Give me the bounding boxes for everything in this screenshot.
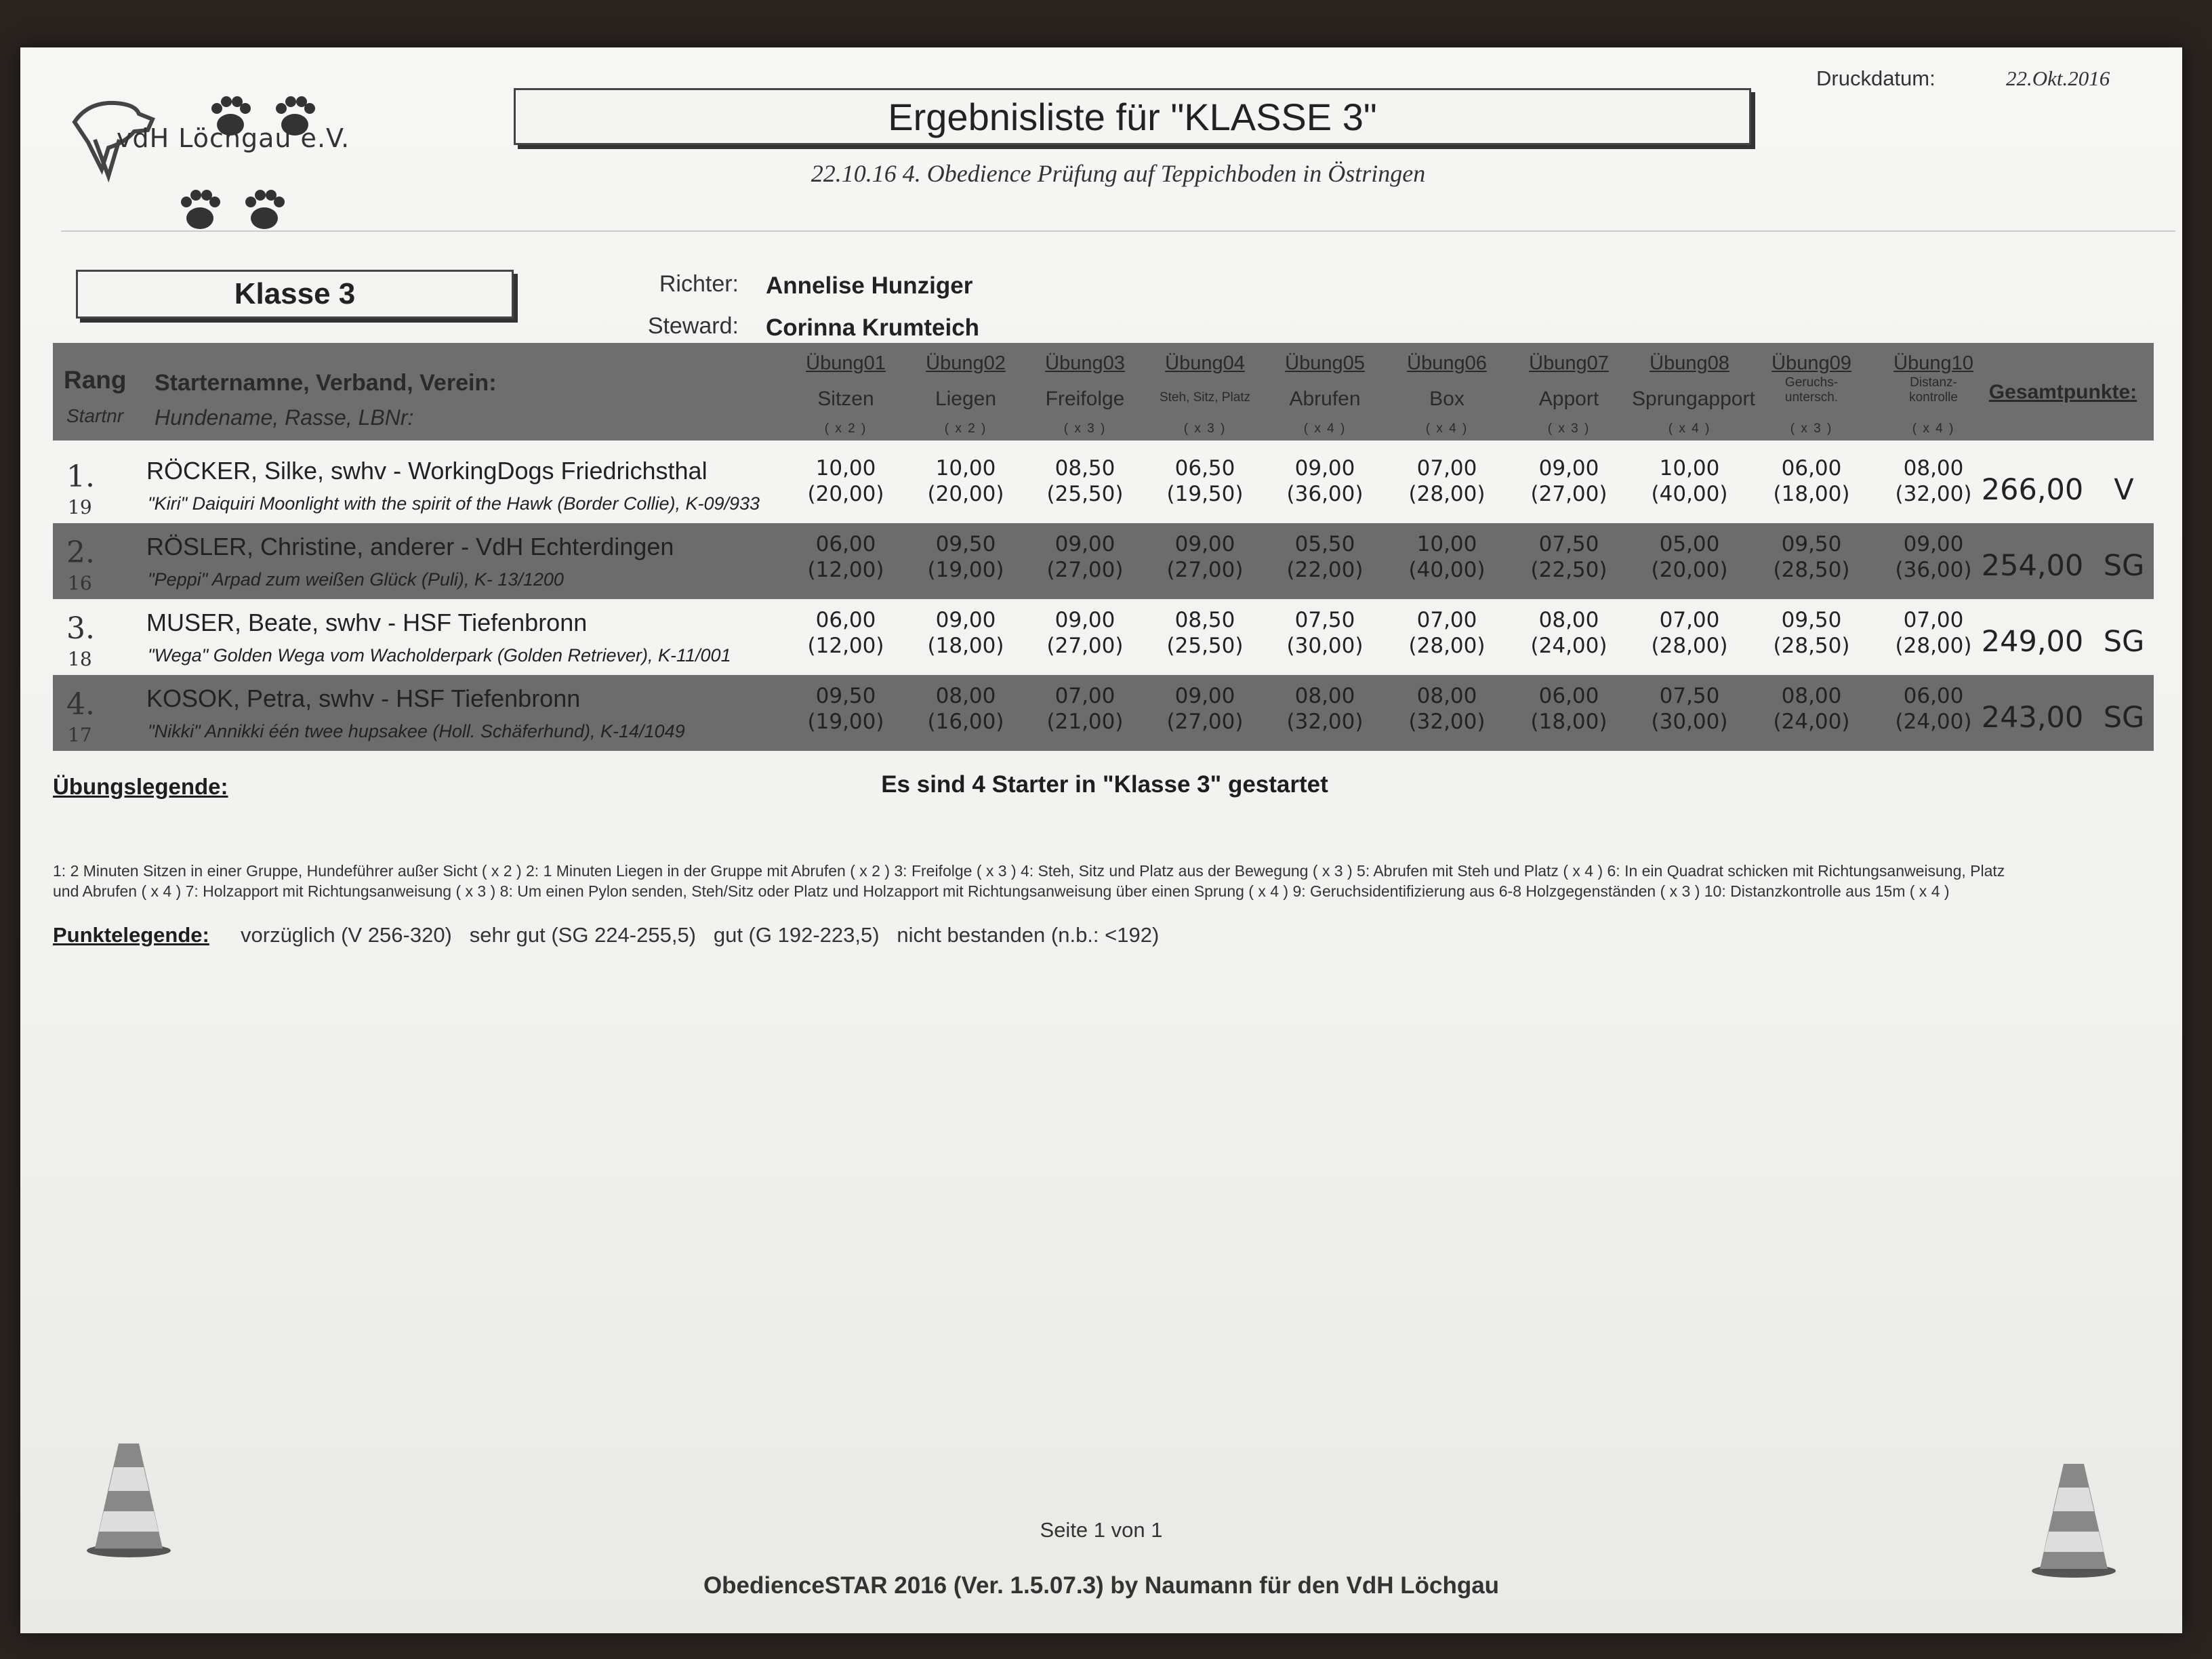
exercise-score: 07,50 — [1659, 684, 1720, 708]
exercise-legend-text — [53, 861, 2154, 901]
exercise-score-cell — [1511, 531, 1626, 583]
software-credit: ObedienceSTAR 2016 (Ver. 1.5.07.3) by Naumann für den VdH Löchgau — [703, 1572, 1500, 1599]
exercise-score: 07,00 — [1416, 456, 1477, 480]
weighted-score: (27,00) — [1166, 710, 1244, 734]
exercise-id-header: Übung06 — [1407, 352, 1487, 374]
exercise-score: 09,00 — [1903, 532, 1964, 556]
exercise-score: 06,00 — [815, 532, 876, 556]
weighted-score: (18,00) — [1530, 710, 1607, 734]
class-label: Klasse 3 — [76, 270, 514, 319]
exercise-legend-line-2: und Abrufen ( x 4 ) 7: Holzapport mit Richtungsanweisung ( x 3 ) 8: Um einen Pylon senden, Steh/Sitz oder Platz und Holzapport mit Richtungsanweisung über einen Sprung ( x 4 ) 9: Geruchsidentifizierung aus 6-8 Holzgegenständen ( x 3 ) 10: Distanzkontrolle aus 15m ( x 4 ) — [53, 882, 1950, 900]
weighted-score: (24,00) — [1530, 634, 1607, 658]
exercise-name-header: Liegen — [935, 388, 997, 410]
weighted-score: (19,00) — [807, 710, 884, 734]
weighted-score: (27,00) — [1166, 558, 1244, 582]
weighted-score: (32,00) — [1286, 710, 1364, 734]
weighted-score: (22,00) — [1286, 558, 1364, 582]
weighted-score: (18,00) — [1773, 482, 1850, 506]
weighted-score: (27,00) — [1046, 558, 1124, 582]
starter-name: MUSER, Beate, swhv - HSF Tiefenbronn — [146, 609, 588, 636]
grade: SG — [2103, 549, 2145, 583]
total-points: 249,00 — [1981, 625, 2084, 659]
weighted-score: (20,00) — [807, 482, 884, 506]
exercise-score: 08,00 — [1903, 456, 1964, 480]
total-header: Gesamtpunkte: — [1988, 381, 2137, 403]
exercise-score-cell — [1027, 531, 1143, 583]
total-points: 266,00 — [1981, 473, 2084, 507]
exercise-score: 08,00 — [1416, 684, 1477, 708]
exercise-score: 07,50 — [1294, 608, 1355, 632]
page-number: Seite 1 von 1 — [1040, 1518, 1163, 1542]
weighted-score: (12,00) — [807, 558, 884, 582]
exercise-name-header: Steh, Sitz, Platz — [1159, 390, 1251, 405]
exercise-score-cell — [788, 683, 903, 735]
dog-name: "Peppi" Arpad zum weißen Glück (Puli), K- 13/1200 — [148, 569, 564, 590]
exercise-id-header: Übung07 — [1529, 352, 1609, 374]
exercise-name-header: Geruchs- untersch. — [1784, 375, 1839, 405]
exercise-score-cell — [908, 455, 1023, 507]
exercise-name-header: Abrufen — [1289, 388, 1361, 410]
exercise-name-header: Sitzen — [817, 388, 874, 410]
exercise-score: 08,00 — [935, 684, 996, 708]
starters-count-text: Es sind 4 Starter in "Klasse 3" gestartet — [881, 771, 1328, 798]
exercise-name-header: Sprungapport — [1632, 388, 1755, 410]
exercise-name-header: Distanz- kontrolle — [1909, 375, 1958, 405]
weighted-score: (25,50) — [1046, 482, 1124, 506]
exercise-score-cell — [908, 531, 1023, 583]
exercise-score-cell — [788, 531, 903, 583]
exercise-id-header: Übung09 — [1771, 352, 1851, 374]
exercise-score-cell — [1511, 455, 1626, 507]
exercise-score-cell — [1876, 607, 1991, 659]
exercise-score-cell — [1754, 607, 1869, 659]
exercise-score-cell — [1632, 455, 1747, 507]
rank: 3. — [66, 611, 95, 646]
exercise-score-cell — [1389, 683, 1504, 735]
exercise-score-cell — [1147, 607, 1263, 659]
divider — [61, 230, 2175, 232]
exercise-score: 09,00 — [1054, 608, 1115, 632]
weighted-score: (25,50) — [1166, 634, 1244, 658]
weighted-score: (27,00) — [1530, 482, 1607, 506]
weighted-score: (40,00) — [1651, 482, 1728, 506]
weighted-score: (30,00) — [1651, 710, 1728, 734]
rank: 4. — [66, 687, 95, 722]
exercise-name-header: Box — [1429, 388, 1465, 410]
exercise-score-cell — [1754, 683, 1869, 735]
exercise-score-cell — [1027, 683, 1143, 735]
weighted-score: (28,00) — [1408, 634, 1486, 658]
exercise-score-cell — [1876, 683, 1991, 735]
grade: SG — [2103, 701, 2145, 735]
exercise-multiplier-header: ( x 4 ) — [1668, 422, 1711, 436]
table-header — [53, 343, 2154, 441]
exercise-id-header: Übung05 — [1285, 352, 1365, 374]
steward-name: Corinna Krumteich — [766, 314, 980, 341]
exercise-score-cell — [1267, 607, 1382, 659]
exercise-score-cell — [1147, 455, 1263, 507]
exercise-score-cell — [1632, 683, 1747, 735]
logo-text: vdH Löchgau e.V. — [117, 123, 350, 153]
starter-name: KOSOK, Petra, swhv - HSF Tiefenbronn — [146, 684, 581, 712]
weighted-score: (40,00) — [1408, 558, 1486, 582]
exercise-score-cell — [1389, 607, 1504, 659]
exercise-score: 09,00 — [1294, 456, 1355, 480]
exercise-id-header: Übung03 — [1045, 352, 1125, 374]
start-number: 17 — [68, 724, 92, 746]
exercise-score-cell — [1632, 607, 1747, 659]
exercise-score: 07,00 — [1903, 608, 1964, 632]
weighted-score: (20,00) — [1651, 558, 1728, 582]
rank: 2. — [66, 535, 95, 570]
exercise-score: 06,00 — [1538, 684, 1599, 708]
exercise-score-cell — [1389, 531, 1504, 583]
exercise-id-header: Übung08 — [1650, 352, 1729, 374]
exercise-score: 09,00 — [935, 608, 996, 632]
dog-header: Hundename, Rasse, LBNr: — [155, 405, 414, 430]
exercise-score-cell — [1876, 531, 1991, 583]
exercise-score: 09,00 — [1538, 456, 1599, 480]
judge-name: Annelise Hunziger — [766, 272, 973, 299]
start-number: 18 — [68, 648, 92, 670]
dog-name: "Nikki" Annikki één twee hupsakee (Holl. Schäferhund), K-14/1049 — [148, 721, 685, 741]
exercise-id-header: Übung10 — [1893, 352, 1973, 374]
exercise-score: 06,00 — [1781, 456, 1842, 480]
exercise-score: 07,00 — [1416, 608, 1477, 632]
exercise-score-cell — [1632, 531, 1747, 583]
exercise-score: 10,00 — [1416, 532, 1477, 556]
points-legend-label: Punktelegende: — [53, 923, 209, 947]
weighted-score: (36,00) — [1286, 482, 1364, 506]
startnr-header: Startnr — [66, 405, 124, 426]
rank-header: Rang — [64, 366, 127, 394]
weighted-score: (28,00) — [1895, 634, 1972, 658]
exercise-score: 09,50 — [1781, 608, 1842, 632]
rank: 1. — [66, 459, 95, 494]
exercise-score-cell — [1876, 455, 1991, 507]
weighted-score: (27,00) — [1046, 634, 1124, 658]
exercise-score: 05,00 — [1659, 532, 1720, 556]
exercise-score: 09,00 — [1054, 532, 1115, 556]
event-subtitle: 22.10.16 4. Obedience Prüfung auf Teppichboden in Östringen — [811, 160, 1426, 187]
weighted-score: (28,50) — [1773, 634, 1850, 658]
exercise-score: 09,50 — [815, 684, 876, 708]
exercise-multiplier-header: ( x 4 ) — [1303, 422, 1347, 436]
table-row — [53, 523, 2154, 599]
weighted-score: (36,00) — [1895, 558, 1972, 582]
vdh-logo-icon — [61, 75, 346, 251]
exercise-score: 09,00 — [1174, 684, 1235, 708]
weighted-score: (32,00) — [1895, 482, 1972, 506]
exercise-multiplier-header: ( x 2 ) — [944, 422, 987, 436]
weighted-score: (22,50) — [1530, 558, 1607, 582]
exercise-score: 07,00 — [1054, 684, 1115, 708]
exercise-score-cell — [1027, 607, 1143, 659]
exercise-multiplier-header: ( x 4 ) — [1912, 422, 1955, 436]
exercise-score-cell — [1511, 683, 1626, 735]
weighted-score: (19,00) — [927, 558, 1004, 582]
exercise-score-cell — [1147, 683, 1263, 735]
name-header: Starternamne, Verband, Verein: — [155, 370, 497, 396]
weighted-score: (28,50) — [1773, 558, 1850, 582]
exercise-name-header: Apport — [1538, 388, 1599, 410]
exercise-score-cell — [908, 607, 1023, 659]
exercise-multiplier-header: ( x 4 ) — [1425, 422, 1469, 436]
starter-name: RÖSLER, Christine, anderer - VdH Echterdingen — [146, 533, 674, 560]
weighted-score: (28,00) — [1408, 482, 1486, 506]
exercise-score-cell — [908, 683, 1023, 735]
start-number: 16 — [68, 572, 92, 594]
exercise-id-header: Übung01 — [806, 352, 886, 374]
exercise-score-cell — [1389, 455, 1504, 507]
table-row — [53, 447, 2154, 523]
exercise-score: 10,00 — [935, 456, 996, 480]
weighted-score: (21,00) — [1046, 710, 1124, 734]
points-legend-text: vorzüglich (V 256-320) sehr gut (SG 224-255,5) gut (G 192-223,5) nicht bestanden (n.b.: <192) — [241, 923, 1160, 947]
exercise-score: 07,50 — [1538, 532, 1599, 556]
total-points: 243,00 — [1981, 701, 2084, 735]
weighted-score: (32,00) — [1408, 710, 1486, 734]
total-points: 254,00 — [1981, 549, 2084, 583]
exercise-score: 07,00 — [1659, 608, 1720, 632]
steward-label: Steward: — [647, 313, 739, 339]
print-date-label: Druckdatum: — [1816, 66, 1936, 90]
exercise-multiplier-header: ( x 3 ) — [1547, 422, 1591, 436]
table-row — [53, 599, 2154, 675]
exercise-score: 06,50 — [1174, 456, 1235, 480]
exercise-score: 08,00 — [1294, 684, 1355, 708]
exercise-score-cell — [788, 607, 903, 659]
exercise-id-header: Übung04 — [1165, 352, 1245, 374]
exercise-score-cell — [1754, 455, 1869, 507]
exercise-score: 10,00 — [815, 456, 876, 480]
exercise-score-cell — [1754, 531, 1869, 583]
exercise-score: 08,50 — [1054, 456, 1115, 480]
exercise-legend-line-1: 1: 2 Minuten Sitzen in einer Gruppe, Hundeführer außer Sicht ( x 2 ) 2: 1 Minuten Liegen in der Gruppe mit Abrufen ( x 2 ) 3: Freifolge ( x 3 ) 4: Steh, Sitz und Platz aus der Bewegung ( x 3 ) 5: Abrufen mit Steh und Platz ( x 4 ) 6: In ein Quadrat schicken mit Richtungsanweisung, Platz — [53, 862, 2005, 880]
exercise-score: 09,50 — [1781, 532, 1842, 556]
exercise-id-header: Übung02 — [926, 352, 1006, 374]
exercise-score: 05,50 — [1294, 532, 1355, 556]
start-number: 19 — [68, 496, 92, 518]
exercise-score: 08,50 — [1174, 608, 1235, 632]
weighted-score: (28,00) — [1651, 634, 1728, 658]
exercise-score-cell — [1027, 455, 1143, 507]
exercise-score-cell — [1147, 531, 1263, 583]
weighted-score: (12,00) — [807, 634, 884, 658]
exercise-name-header: Freifolge — [1045, 388, 1125, 410]
table-row — [53, 675, 2154, 751]
exercise-multiplier-header: ( x 2 ) — [824, 422, 867, 436]
dog-name: "Kiri" Daiquiri Moonlight with the spirit of the Hawk (Border Collie), K-09/933 — [148, 493, 760, 514]
exercise-score: 06,00 — [1903, 684, 1964, 708]
exercise-score: 06,00 — [815, 608, 876, 632]
exercise-score-cell — [1267, 531, 1382, 583]
exercise-multiplier-header: ( x 3 ) — [1063, 422, 1107, 436]
page-title: Ergebnisliste für "KLASSE 3" — [514, 88, 1751, 145]
print-date: 22.Okt.2016 — [2006, 66, 2110, 90]
dog-name: "Wega" Golden Wega vom Wacholderpark (Golden Retriever), K-11/001 — [148, 645, 731, 665]
weighted-score: (30,00) — [1286, 634, 1364, 658]
starter-name: RÖCKER, Silke, swhv - WorkingDogs Friedrichsthal — [146, 457, 708, 485]
grade: V — [2114, 473, 2134, 507]
weighted-score: (24,00) — [1773, 710, 1850, 734]
exercise-legend-label: Übungslegende: — [53, 774, 228, 799]
judge-label: Richter: — [659, 271, 739, 297]
exercise-score-cell — [1267, 455, 1382, 507]
exercise-score-cell — [788, 455, 903, 507]
weighted-score: (20,00) — [927, 482, 1004, 506]
exercise-score: 09,00 — [1174, 532, 1235, 556]
exercise-multiplier-header: ( x 3 ) — [1790, 422, 1833, 436]
exercise-score-cell — [1511, 607, 1626, 659]
exercise-score: 08,00 — [1538, 608, 1599, 632]
exercise-multiplier-header: ( x 3 ) — [1183, 422, 1227, 436]
exercise-score-cell — [1267, 683, 1382, 735]
exercise-score: 08,00 — [1781, 684, 1842, 708]
weighted-score: (18,00) — [927, 634, 1004, 658]
result-sheet — [20, 47, 2182, 1633]
grade: SG — [2103, 625, 2145, 659]
exercise-score: 10,00 — [1659, 456, 1720, 480]
weighted-score: (16,00) — [927, 710, 1004, 734]
weighted-score: (24,00) — [1895, 710, 1972, 734]
exercise-score: 09,50 — [935, 532, 996, 556]
weighted-score: (19,50) — [1166, 482, 1244, 506]
